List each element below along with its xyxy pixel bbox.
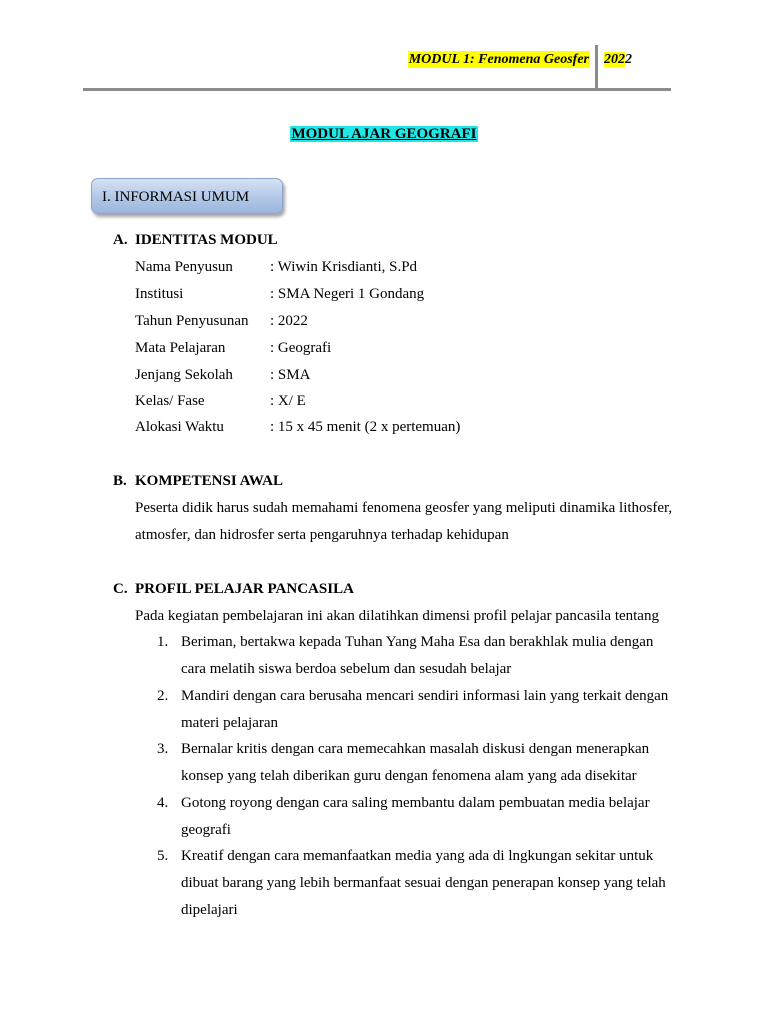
section-c-letter: C. — [113, 581, 128, 597]
list-item-line: Mandiri dengan cara berusaha mencari sendiri informasi lain yang terkait dengan — [181, 688, 669, 704]
list-item-line: Beriman, bertakwa kepada Tuhan Yang Maha Esa dan berakhlak mulia dengan — [181, 634, 654, 650]
identity-row — [135, 339, 695, 357]
document-title-text: MODUL AJAR GEOGRAFI — [291, 126, 477, 142]
identity-label: Alokasi Waktu — [135, 419, 224, 435]
identity-row — [135, 258, 695, 276]
header-rule — [83, 88, 671, 91]
section-box-label: I. INFORMASI UMUM — [102, 189, 250, 205]
list-item-line: Bernalar kritis dengan cara memecahkan masalah diskusi dengan menerapkan — [181, 741, 650, 757]
identity-value: : X/ E — [270, 393, 306, 409]
header-module-title: MODUL 1: Fenomena Geosfer — [408, 52, 589, 67]
list-item-line: Kreatif dengan cara memanfaatkan media yang ada di lngkungan sekitar untuk — [181, 848, 654, 864]
list-item-line: Gotong royong dengan cara saling membantu dalam pembuatan media belajar — [181, 795, 650, 811]
header-year-rest: 2 — [625, 52, 632, 67]
identity-value: : 15 x 45 menit (2 x pertemuan) — [270, 419, 461, 435]
list-item-number: 1. — [157, 634, 169, 650]
list-item-number: 3. — [157, 741, 169, 757]
header-separator — [595, 45, 598, 89]
list-item-line: dipelajari — [181, 902, 238, 918]
identity-row — [135, 312, 695, 330]
list-item-number: 4. — [157, 795, 169, 811]
section-box-informasi-umum — [91, 178, 283, 214]
identity-label: Nama Penyusun — [135, 259, 233, 275]
header-year-highlighted: 202 — [604, 52, 625, 67]
paragraph-line: Peserta didik harus sudah memahami fenomena geosfer yang meliputi dinamika lithosfer, — [135, 500, 673, 516]
identity-label: Tahun Penyusunan — [135, 313, 249, 329]
section-c-title: PROFIL PELAJAR PANCASILA — [135, 581, 354, 597]
identity-row — [135, 418, 695, 436]
identity-row — [135, 366, 695, 384]
list-item-line: materi pelajaran — [181, 715, 279, 731]
identity-value: : Wiwin Krisdianti, S.Pd — [270, 259, 418, 275]
header-year — [604, 51, 632, 68]
identity-label: Jenjang Sekolah — [135, 367, 233, 383]
identity-label: Kelas/ Fase — [135, 393, 205, 409]
document-title — [0, 125, 768, 143]
list-item-number: 2. — [157, 688, 169, 704]
identity-value: : SMA Negeri 1 Gondang — [270, 286, 425, 302]
list-item-line: konsep yang telah diberikan guru dengan fenomena alam yang ada disekitar — [181, 768, 637, 784]
identity-value: : 2022 — [270, 313, 308, 329]
section-c-intro: Pada kegiatan pembelajaran ini akan dilatihkan dimensi profil pelajar pancasila tentang — [135, 608, 659, 624]
list-item-number: 5. — [157, 848, 169, 864]
section-b-letter: B. — [113, 473, 127, 489]
list-item-line: cara melatih siswa berdoa sebelum dan sesudah belajar — [181, 661, 512, 677]
identity-row — [135, 285, 695, 303]
identity-value: : SMA — [270, 367, 311, 383]
list-item-line: dibuat barang yang lebih bermanfaat sesuai dengan penerapan konsep yang telah — [181, 875, 666, 891]
section-a-letter: A. — [113, 232, 128, 248]
identity-value: : Geografi — [270, 340, 332, 356]
identity-label: Mata Pelajaran — [135, 340, 226, 356]
identity-row — [135, 392, 695, 410]
paragraph-line: atmosfer, dan hidrosfer serta pengaruhnya terhadap kehidupan — [135, 527, 509, 543]
identity-label: Institusi — [135, 286, 184, 302]
section-b-title: KOMPETENSI AWAL — [135, 473, 283, 489]
list-item-line: geografi — [181, 822, 231, 838]
section-a-title: IDENTITAS MODUL — [135, 232, 278, 248]
